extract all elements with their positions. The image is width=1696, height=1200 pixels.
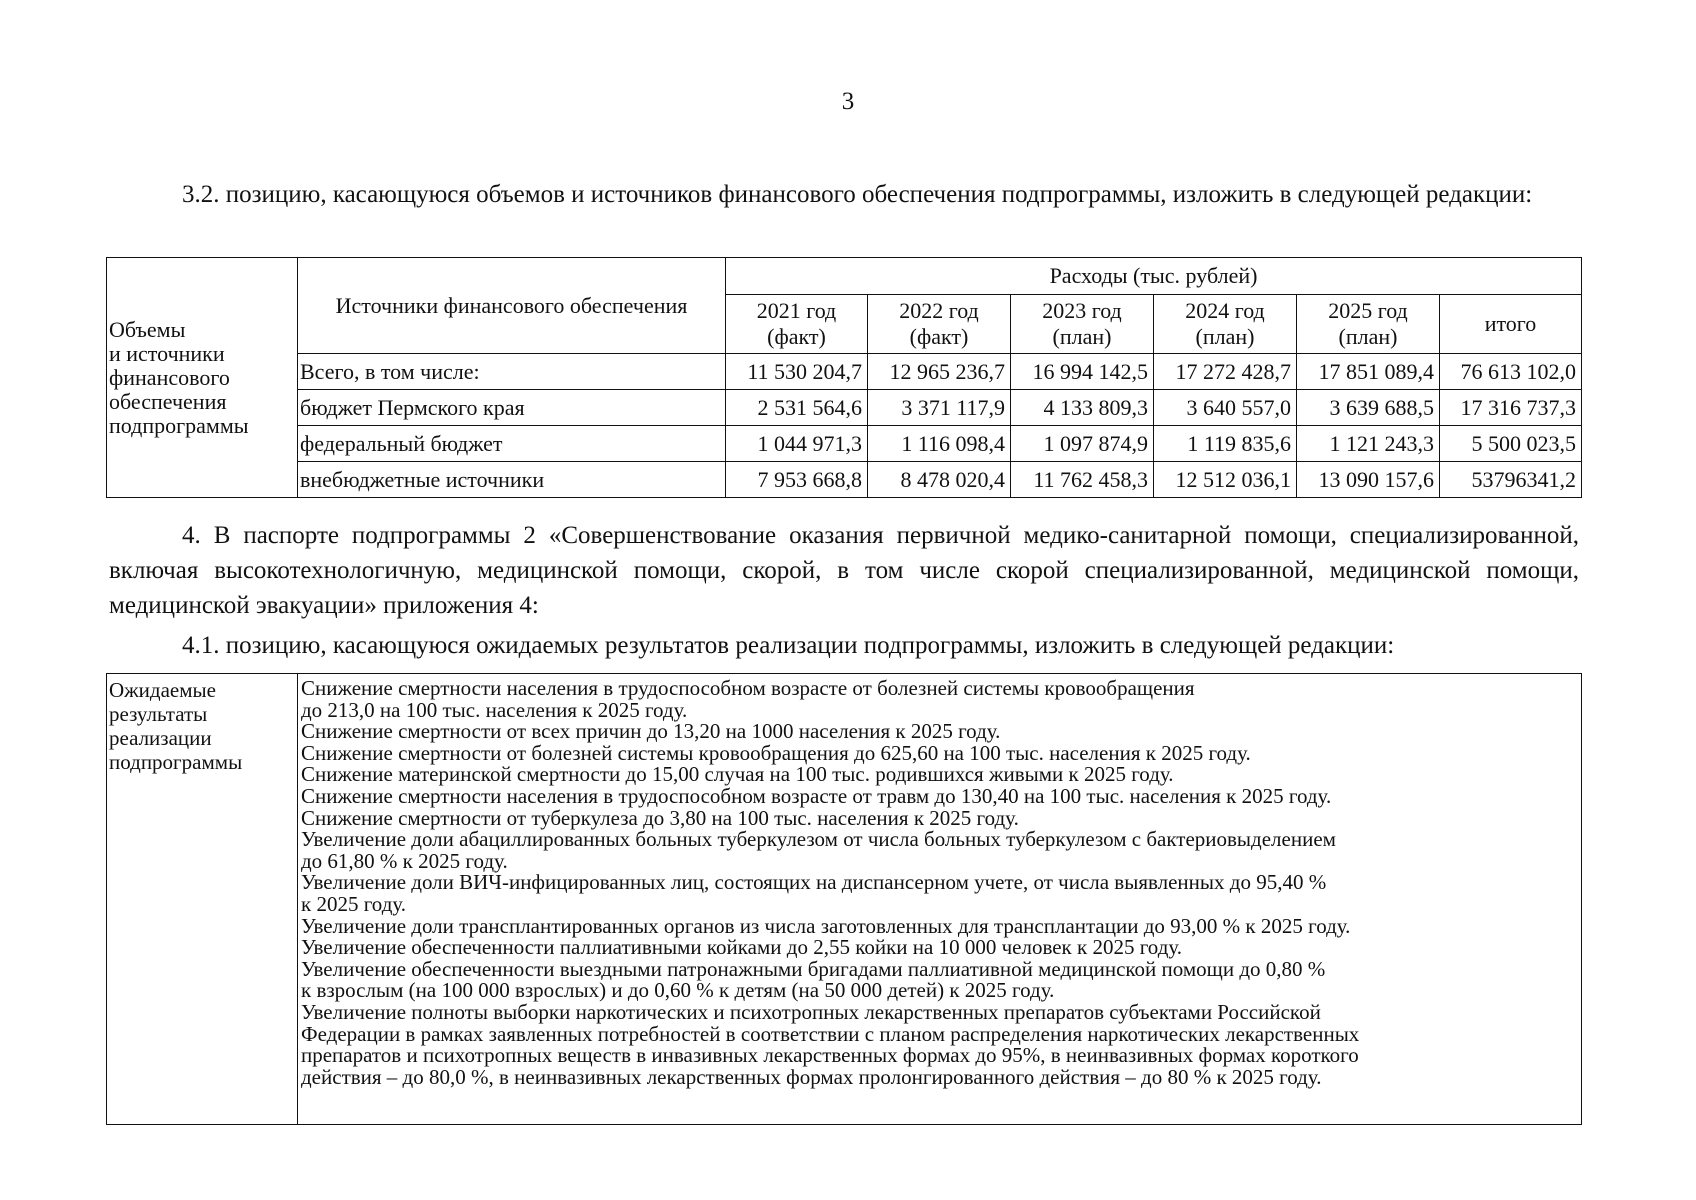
- value-cell: 76 613 102,0: [1440, 354, 1582, 390]
- results-label-line: реализации: [109, 726, 212, 750]
- table-row: [107, 390, 1582, 426]
- result-line: Увеличение полноты выборки наркотических и психотропных лекарственных препаратов субъектами Российской: [301, 999, 1321, 1024]
- value-cell: 17 316 737,3: [1440, 390, 1582, 426]
- value-cell: 13 090 157,6: [1297, 462, 1440, 498]
- results-label-line: подпрограммы: [109, 750, 243, 774]
- value-cell: 3 639 688,5: [1297, 390, 1440, 426]
- paragraph-4-1: 4.1. позицию, касающуюся ожидаемых результатов реализации подпрограммы, изложить в следующей редакции:: [182, 632, 1395, 659]
- value-cell: 1 044 971,3: [726, 426, 868, 462]
- results-table: [106, 673, 1582, 1125]
- year-type: (факт): [767, 324, 826, 349]
- result-line: Снижение смертности от болезней системы кровообращения до 625,60 на 100 тыс. населения к 2025 году.: [301, 740, 1251, 765]
- result-line: Увеличение доли абациллированных больных туберкулезом от числа больных туберкулезом с бактериовыделением: [301, 827, 1336, 852]
- value-cell: 1 097 874,9: [1011, 426, 1154, 462]
- result-line: действия – до 80,0 %, в неинвазивных лекарственных формах пролонгированного действия – до 80 % к 2025 году.: [301, 1064, 1322, 1089]
- year-type: (план): [1052, 324, 1112, 349]
- result-line: Снижение смертности населения в трудоспособном возрасте от травм до 130,40 на 100 тыс. населения к 2025 году.: [301, 783, 1332, 808]
- result-line: до 61,80 % к 2025 году.: [301, 848, 508, 873]
- finance-label-line: Объемы: [109, 316, 186, 342]
- sources-header: Источники финансового обеспечения: [298, 258, 726, 354]
- table-row: [107, 462, 1582, 498]
- results-label: [107, 674, 298, 1125]
- value-cell: 1 116 098,4: [868, 426, 1011, 462]
- value-cell: 7 953 668,8: [726, 462, 868, 498]
- year-type: (факт): [909, 324, 969, 349]
- table-row: [107, 354, 1582, 390]
- year-header-2021: [726, 295, 868, 354]
- table-row: [107, 426, 1582, 462]
- value-cell: 53796341,2: [1440, 462, 1582, 498]
- result-line: Федерации в рамках заявленных потребностей в соответствии с планом распределения наркотических лекарственных: [301, 1021, 1360, 1046]
- year-label: 2024 год: [1185, 298, 1265, 323]
- result-line: Увеличение обеспеченности выездными патронажными бригадами паллиативной медицинской помощи до 0,80 %: [301, 956, 1326, 981]
- result-line: до 213,0 на 100 тыс. населения к 2025 году.: [301, 697, 688, 722]
- year-label: 2021 год: [756, 298, 837, 323]
- value-cell: 2 531 564,6: [726, 390, 868, 426]
- result-line: препаратов и психотропных веществ в инвазивных лекарственных формах до 95%, в неинвазивных формах короткого: [301, 1043, 1359, 1068]
- value-cell: 1 119 835,6: [1154, 426, 1297, 462]
- value-cell: 3 371 117,9: [868, 390, 1011, 426]
- result-line: Увеличение доли трансплантированных органов из числа заготовленных для трансплантации до 93,00 % к 2025 году.: [301, 913, 1351, 938]
- row-label-extrabudgetary: внебюджетные источники: [298, 462, 726, 498]
- year-label: 2023 год: [1042, 298, 1122, 323]
- value-cell: 12 965 236,7: [868, 354, 1011, 390]
- value-cell: 5 500 023,5: [1440, 426, 1582, 462]
- year-label: 2025 год: [1328, 298, 1408, 323]
- results-label-line: результаты: [109, 702, 208, 726]
- row-label-federal-budget: федеральный бюджет: [298, 426, 726, 462]
- year-header-2025: [1297, 295, 1440, 354]
- expenses-header: Расходы (тыс. рублей): [726, 258, 1582, 295]
- finance-label-line: подпрограммы: [109, 412, 249, 438]
- result-line: Снижение материнской смертности до 15,00 случая на 100 тыс. родившихся живыми к 2025 году.: [301, 762, 1174, 787]
- result-line: к 2025 году.: [301, 891, 407, 916]
- result-line: к взрослым (на 100 000 взрослых) и до 0,60 % к детям (на 50 000 детей) к 2025 году.: [301, 978, 1055, 1003]
- paragraph-4: 4. В паспорте подпрограммы 2 «Совершенствование оказания первичной медико-санитарной помощи, специализированной, включая высокотехнологичную, медицинской помощи, скорой, в том числе скорой специализированной, медицинской помощи, медицинской эвакуации» приложения 4:: [109, 522, 1579, 619]
- row-label-total: Всего, в том числе:: [298, 354, 726, 390]
- finance-label-line: и источники: [109, 340, 225, 366]
- year-type: (план): [1338, 324, 1398, 349]
- result-line: Увеличение обеспеченности паллиативными койками до 2,55 койки на 10 000 человек к 2025 году.: [301, 935, 1183, 960]
- value-cell: 12 512 036,1: [1154, 462, 1297, 498]
- year-header-2023: [1011, 295, 1154, 354]
- value-cell: 11 530 204,7: [726, 354, 868, 390]
- finance-label-line: обеспечения: [109, 388, 227, 414]
- result-line: Снижение смертности населения в трудоспособном возрасте от болезней системы кровообращения: [301, 676, 1195, 700]
- value-cell: 17 851 089,4: [1297, 354, 1440, 390]
- row-label-regional-budget: бюджет Пермского края: [298, 390, 726, 426]
- year-type: (план): [1195, 324, 1255, 349]
- finance-table: [106, 257, 1582, 498]
- page-number: 3: [841, 88, 855, 115]
- result-line: Увеличение доли ВИЧ-инфицированных лиц, состоящих на диспансерном учете, от числа выявленных до 95,40 %: [301, 870, 1327, 895]
- paragraph-3-2: 3.2. позицию, касающуюся объемов и источников финансового обеспечения подпрограммы, изложить в следующей редакции:: [182, 181, 1533, 208]
- year-header-2024: [1154, 295, 1297, 354]
- value-cell: 11 762 458,3: [1011, 462, 1154, 498]
- finance-row-label: [107, 258, 298, 498]
- result-line: Снижение смертности от туберкулеза до 3,80 на 100 тыс. населения к 2025 году.: [301, 805, 1019, 830]
- value-cell: 4 133 809,3: [1011, 390, 1154, 426]
- value-cell: 3 640 557,0: [1154, 390, 1297, 426]
- results-content: [298, 674, 1582, 1125]
- value-cell: 8 478 020,4: [868, 462, 1011, 498]
- results-label-line: Ожидаемые: [109, 678, 216, 702]
- year-label: 2022 год: [899, 298, 979, 323]
- value-cell: 16 994 142,5: [1011, 354, 1154, 390]
- finance-label-line: финансового: [109, 364, 230, 390]
- result-line: Снижение смертности от всех причин до 13,20 на 1000 населения к 2025 году.: [301, 719, 1001, 744]
- year-header-2022: [868, 295, 1011, 354]
- value-cell: 1 121 243,3: [1297, 426, 1440, 462]
- total-header: итого: [1440, 295, 1582, 354]
- value-cell: 17 272 428,7: [1154, 354, 1297, 390]
